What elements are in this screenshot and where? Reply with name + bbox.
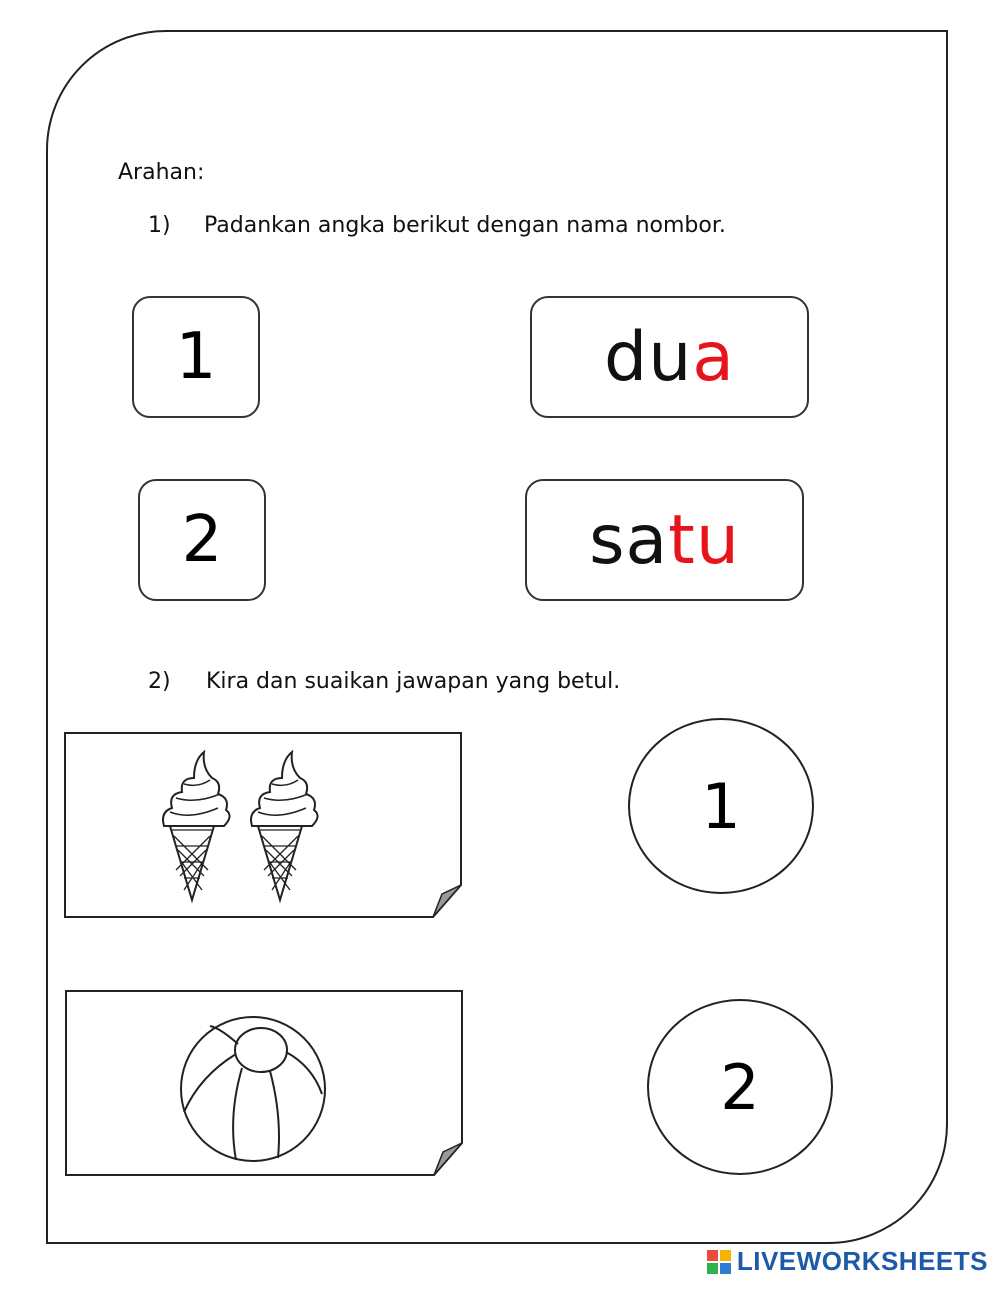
answer-circle-2[interactable] bbox=[647, 999, 833, 1175]
beach-ball-icon bbox=[181, 1017, 325, 1161]
word-red-part: tu bbox=[668, 500, 740, 580]
number-box-label: 2 bbox=[181, 503, 223, 577]
answer-circle-label: 2 bbox=[720, 1050, 760, 1124]
number-box-1[interactable] bbox=[132, 296, 260, 418]
picture-panel-ball[interactable] bbox=[60, 986, 470, 1181]
question-2-number: 2) bbox=[148, 669, 171, 694]
question-1-number: 1) bbox=[148, 213, 171, 238]
number-box-2[interactable] bbox=[138, 479, 266, 601]
word-black-part: du bbox=[604, 317, 693, 397]
answer-circle-1[interactable] bbox=[628, 718, 814, 894]
word-box-dua[interactable] bbox=[530, 296, 809, 418]
number-box-label: 1 bbox=[175, 320, 217, 394]
question-1-text: Padankan angka berikut dengan nama nombor. bbox=[204, 213, 726, 238]
question-2-text: Kira dan suaikan jawapan yang betul. bbox=[206, 669, 621, 694]
brand-name: LIVEWORKSHEETS bbox=[736, 1246, 988, 1276]
word-red-part: a bbox=[692, 317, 735, 397]
picture-panel-ice-cream[interactable] bbox=[60, 728, 470, 923]
word-box-satu[interactable] bbox=[525, 479, 804, 601]
answer-circle-label: 1 bbox=[701, 769, 741, 843]
word-black-part: sa bbox=[589, 500, 669, 580]
liveworksheets-logo-icon bbox=[707, 1250, 731, 1274]
liveworksheets-logo bbox=[707, 1246, 988, 1277]
instruction-label: Arahan: bbox=[118, 160, 205, 185]
word-label bbox=[589, 501, 740, 580]
word-label bbox=[604, 318, 735, 397]
